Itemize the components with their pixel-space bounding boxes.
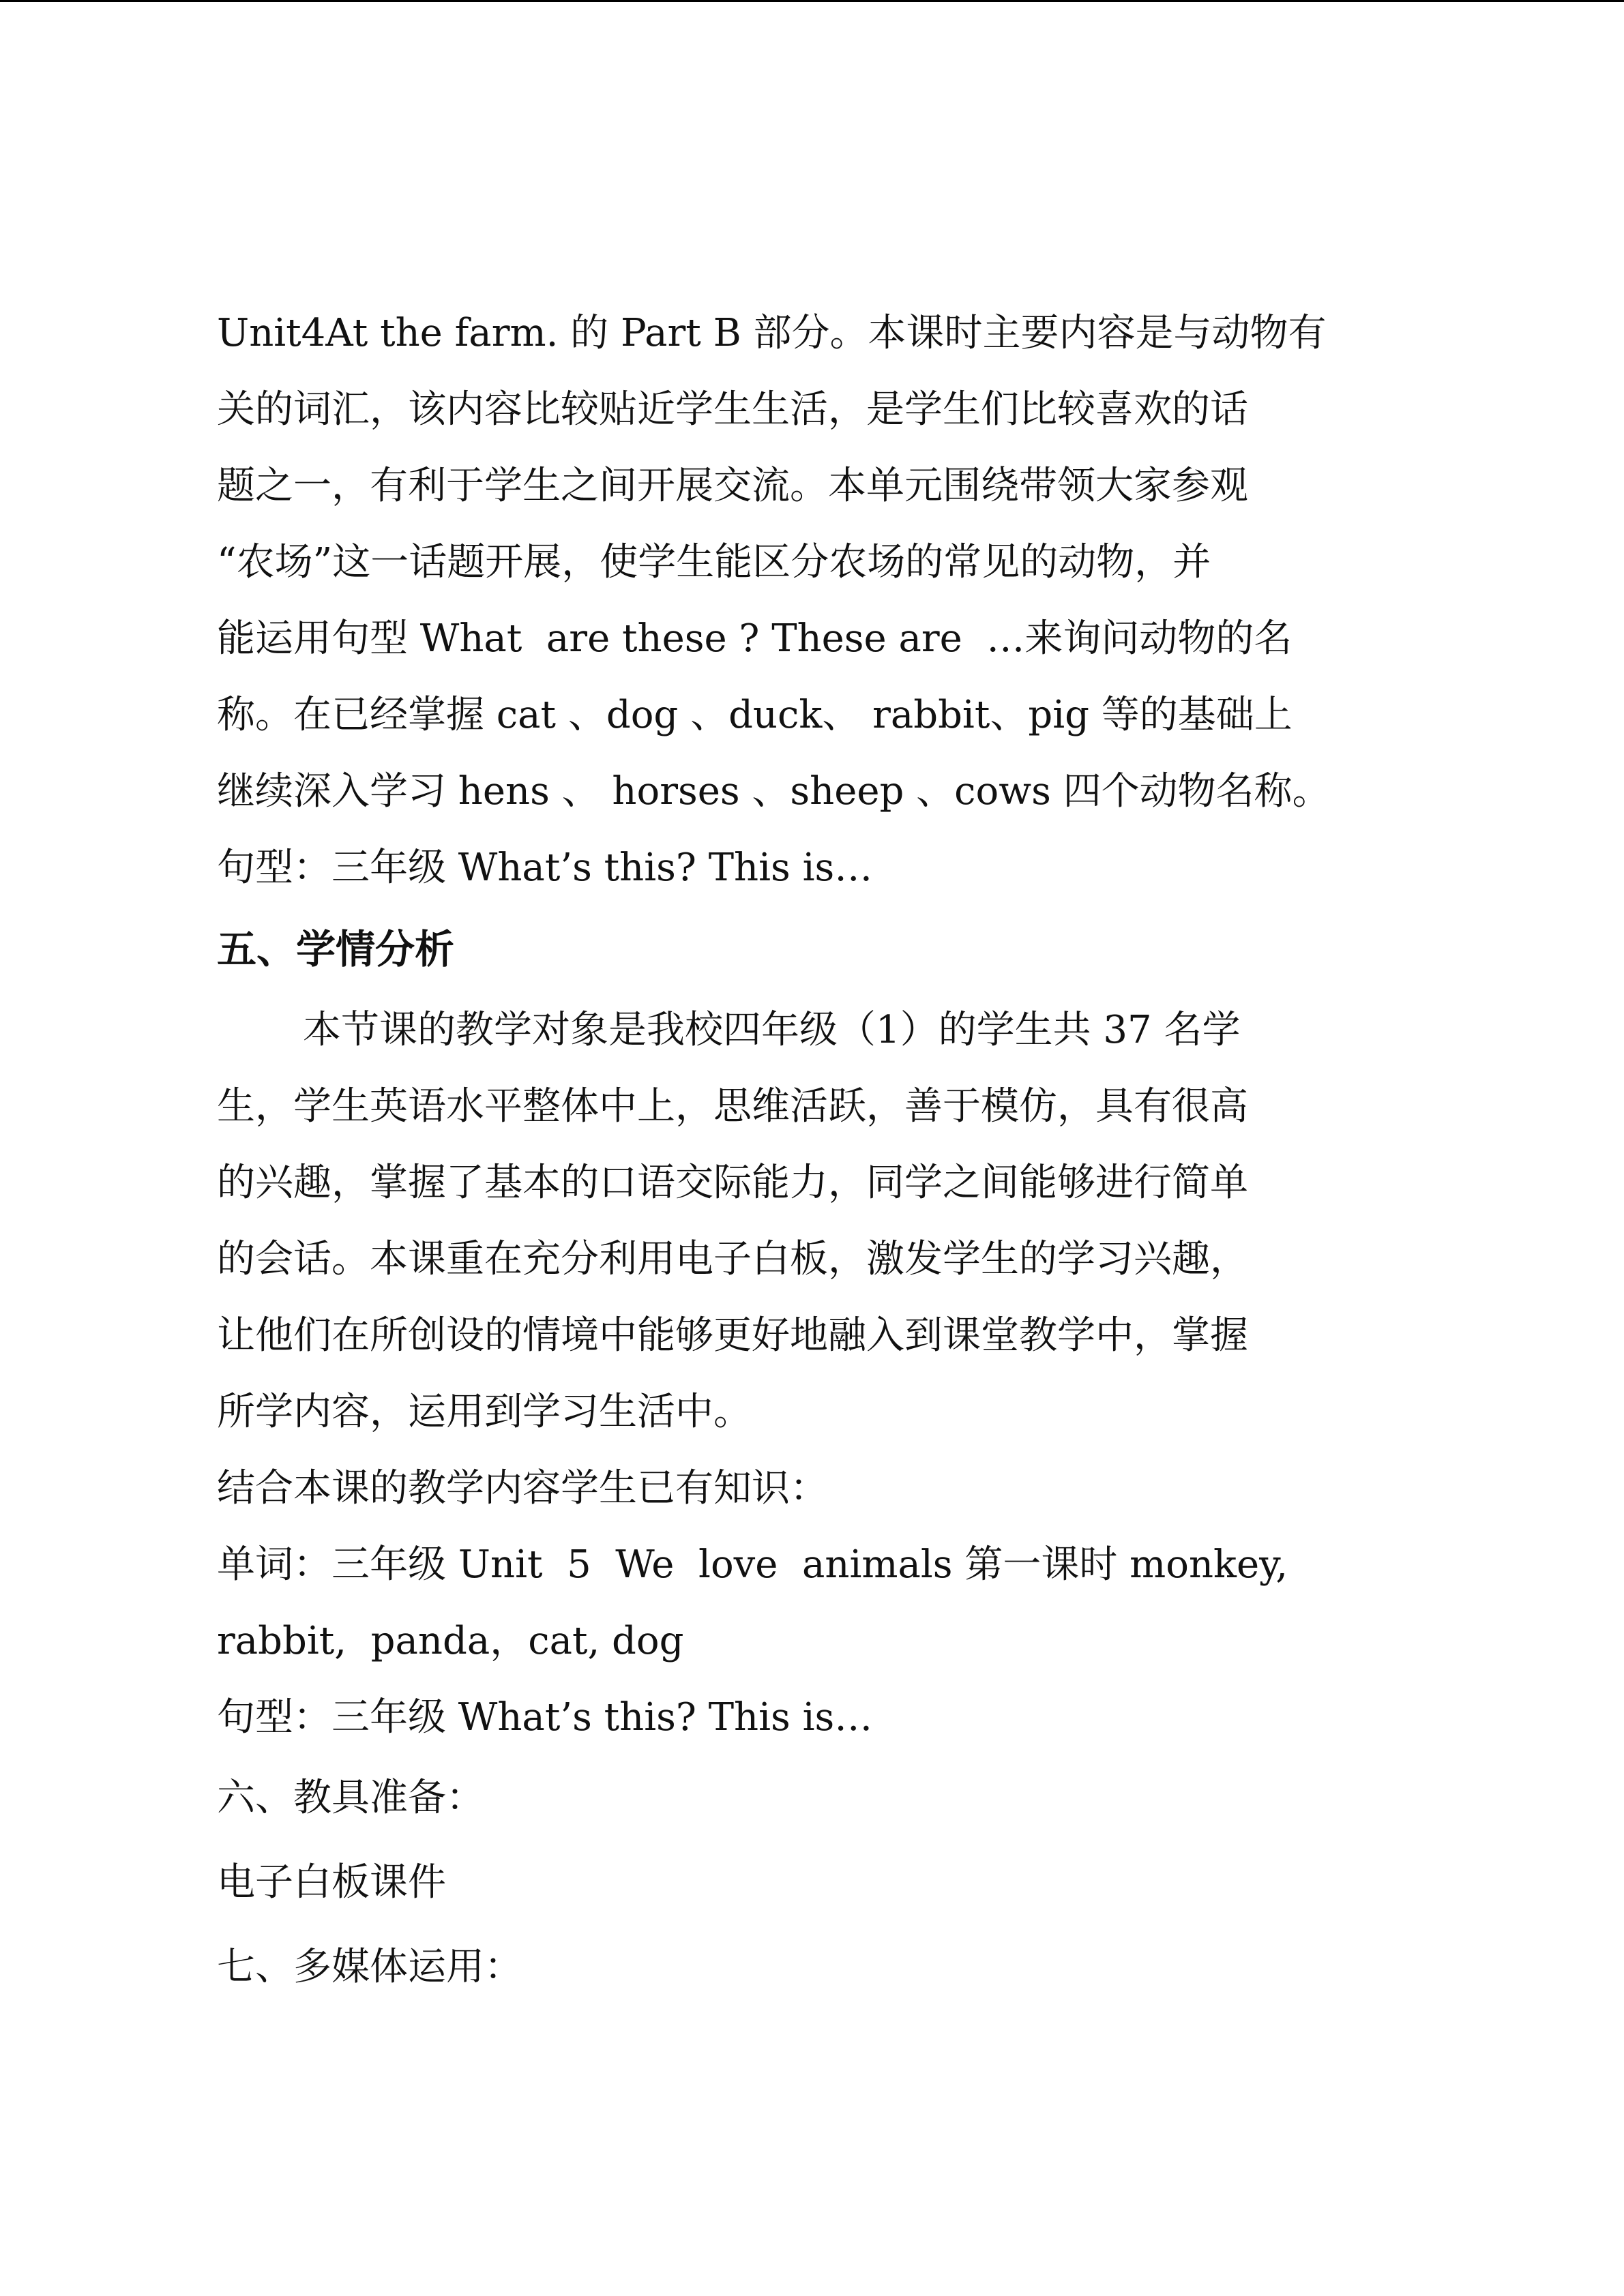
- paragraph-line: 句型：三年级 What’s this? This is…: [217, 1695, 873, 1740]
- paragraph-line: “农场”这一话题开展，使学生能区分农场的常见的动物，并: [217, 540, 1211, 584]
- paragraph-line: 本节课的教学对象是我校四年级（1）的学生共 37 名学: [303, 1008, 1241, 1052]
- teaching-aid-item: 电子白板课件: [217, 1860, 446, 1905]
- paragraph-line: 结合本课的教学内容学生已有知识：: [217, 1466, 828, 1510]
- paragraph-line: 句型：三年级 What’s this? This is…: [217, 846, 873, 890]
- paragraph-line: 让他们在所创设的情境中能够更好地融入到课堂教学中，掌握: [217, 1313, 1248, 1358]
- section-heading-teaching-aids: 六、教具准备：: [217, 1776, 484, 1820]
- paragraph-line: rabbit, panda，cat, dog: [217, 1619, 684, 1663]
- paragraph-line: 题之一，有利于学生之间开展交流。本单元围绕带领大家参观: [217, 464, 1248, 508]
- paragraph-line: 生，学生英语水平整体中上，思维活跃，善于模仿，具有很高: [217, 1084, 1248, 1129]
- document-body: [217, 295, 1431, 2010]
- paragraph-line: 的会话。本课重在充分利用电子白板，激发学生的学习兴趣，: [217, 1237, 1248, 1281]
- paragraph-line: 继续深入学习 hens 、 horses 、sheep 、cows 四个动物名称。: [217, 769, 1331, 814]
- section-heading-learner-analysis: 五、学情分析: [217, 926, 455, 972]
- paragraph-line: 的兴趣，掌握了基本的口语交际能力，同学之间能够进行简单: [217, 1161, 1248, 1205]
- paragraph-line: Unit4At the farm. 的 Part B 部分。本课时主要内容是与动物有: [217, 311, 1327, 355]
- paragraph-line: 称。在已经掌握 cat 、dog 、duck、 rabbit、pig 等的基础上: [217, 693, 1293, 737]
- paragraph-line: 关的词汇，该内容比较贴近学生生活，是学生们比较喜欢的话: [217, 387, 1248, 432]
- paragraph-line: 单词：三年级 Unit 5 We love animals 第一课时 monkey,: [217, 1542, 1288, 1587]
- paragraph-line: 所学内容，运用到学习生活中。: [217, 1390, 752, 1434]
- paragraph-line: 能运用句型 What are these ? These are …来询问动物的名: [217, 616, 1293, 661]
- section-heading-multimedia: 七、多媒体运用：: [217, 1945, 522, 1989]
